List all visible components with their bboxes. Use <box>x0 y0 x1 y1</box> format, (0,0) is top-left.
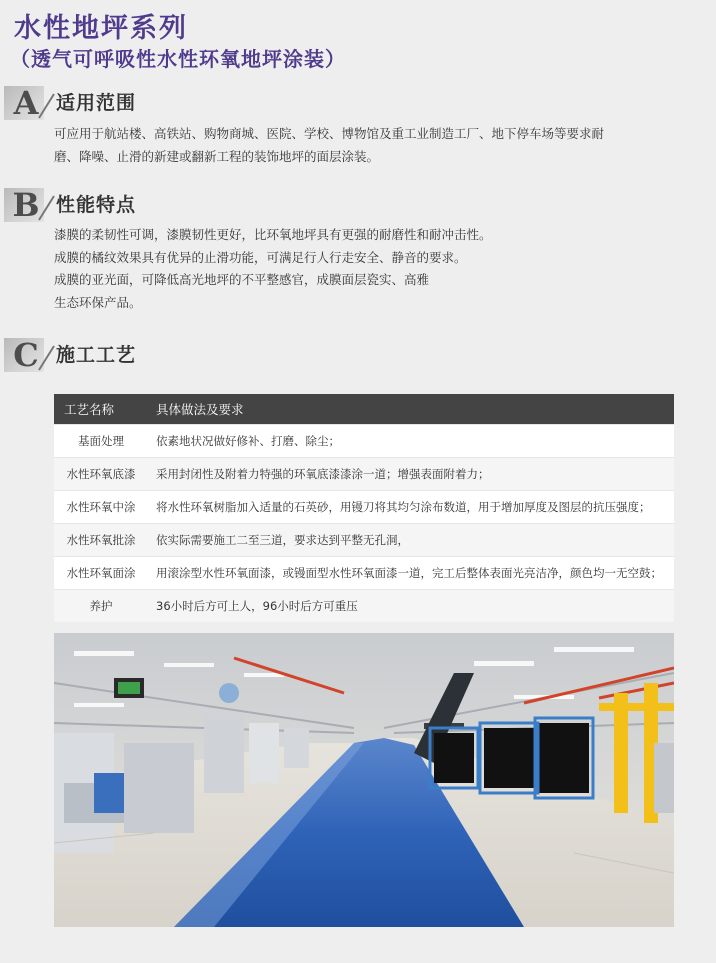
paragraph-line: 可应用于航站楼、高铁站、购物商城、医院、学校、博物馆及重工业制造工厂、地下停车场等要求耐 <box>54 126 605 141</box>
slash-decoration <box>36 194 56 222</box>
process-name-cell: 水性环氧批涂 <box>54 524 148 557</box>
section-letter: C <box>13 336 39 374</box>
table-row <box>54 524 674 557</box>
table-row <box>54 557 674 590</box>
process-table <box>54 394 674 622</box>
process-name-cell: 水性环氧中涂 <box>54 491 148 524</box>
column-header: 具体做法及要求 <box>148 394 674 425</box>
slash-decoration <box>36 92 56 120</box>
table-row <box>54 491 674 524</box>
page-title: 水性地坪系列 <box>14 13 188 44</box>
process-detail-cell: 36小时后方可上人，96小时后方可重压 <box>148 590 674 623</box>
section-title: 施工工艺 <box>56 344 137 366</box>
process-detail-cell: 采用封闭性及附着力特强的环氧底漆漆涂一道；增强表面附着力； <box>148 458 674 491</box>
paragraph-line: 漆膜的柔韧性可调，漆膜韧性更好，比环氧地坪具有更强的耐磨性和耐冲击性。 <box>54 227 492 242</box>
slash-decoration <box>36 344 56 372</box>
section-b-header <box>4 188 404 228</box>
paragraph-line: 成膜的亚光面，可降低高光地坪的不平整感官，成膜面层瓷实、高雅 <box>54 272 430 287</box>
column-header: 工艺名称 <box>54 394 148 425</box>
process-detail-cell: 依素地状况做好修补、打磨、除尘； <box>148 425 674 458</box>
factory-floor-photo <box>54 633 674 927</box>
table-row <box>54 425 674 458</box>
process-detail-cell: 用滚涂型水性环氧面漆，或镘面型水性环氧面漆一道，完工后整体表面光亮洁净，颜色均一无空鼓； <box>148 557 674 590</box>
process-name-cell: 养护 <box>54 590 148 623</box>
table-row <box>54 590 674 623</box>
section-a-body <box>54 123 694 168</box>
table-row <box>54 458 674 491</box>
paragraph-line: 磨、降噪、止滑的新建或翻新工程的装饰地坪的面层涂装。 <box>54 148 380 164</box>
section-title: 性能特点 <box>56 194 137 216</box>
section-c-header <box>4 338 404 378</box>
process-name-cell: 水性环氧底漆 <box>54 458 148 491</box>
section-letter: B <box>12 186 40 224</box>
factory-floor-illustration <box>54 633 674 927</box>
process-detail-cell: 依实际需要施工二至三道，要求达到平整无孔洞， <box>148 524 674 557</box>
paragraph-line: 成膜的橘纹效果具有优异的止滑功能，可满足行人行走安全、静音的要求。 <box>54 249 467 265</box>
page-subtitle: （透气可呼吸性水性环氧地坪涂装） <box>10 47 346 71</box>
paragraph-line: 生态环保产品。 <box>54 294 142 310</box>
section-letter: A <box>13 84 39 122</box>
process-name-cell: 基面处理 <box>54 425 148 458</box>
section-a-header <box>4 86 404 126</box>
process-detail-cell: 将水性环氧树脂加入适量的石英砂，用镘刀将其均匀涂布数道，用于增加厚度及图层的抗压强度； <box>148 491 674 524</box>
process-name-cell: 水性环氧面涂 <box>54 557 148 590</box>
section-title: 适用范围 <box>56 92 137 114</box>
section-b-body <box>54 224 694 314</box>
table-header-row <box>54 394 674 425</box>
